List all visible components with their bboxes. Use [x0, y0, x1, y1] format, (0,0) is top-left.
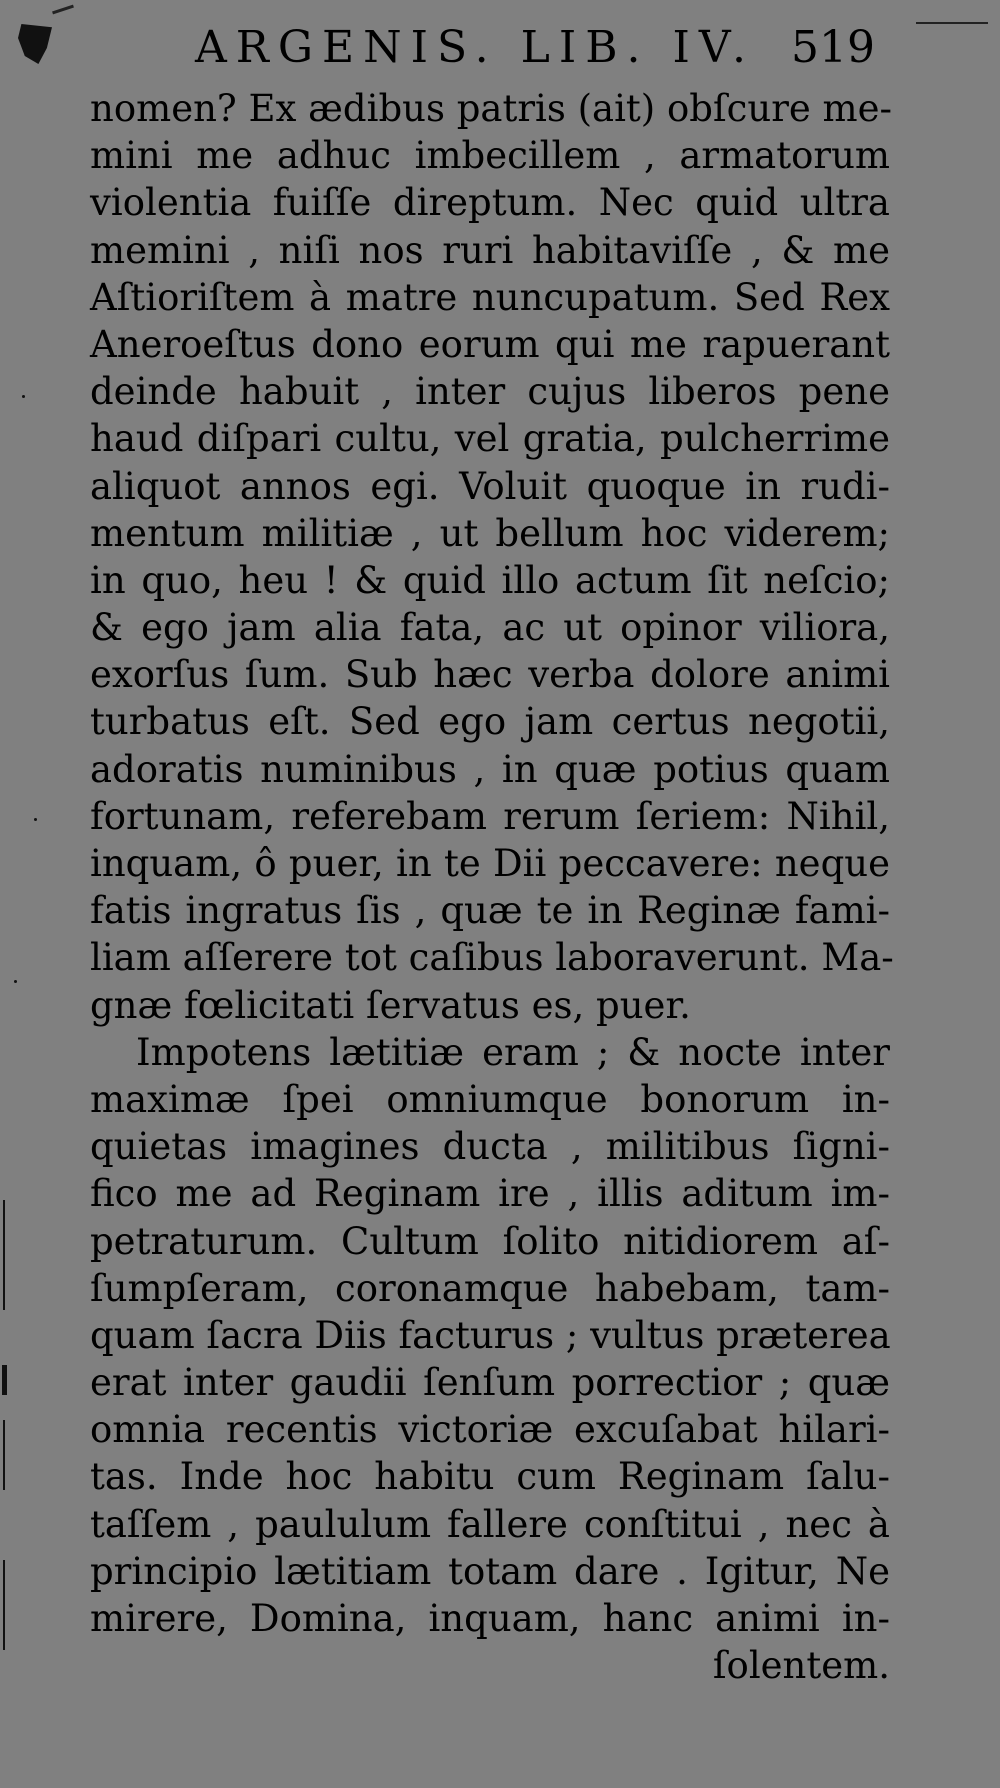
text-line: fortunam, referebam rerum ſeriem: Nihil, [90, 794, 890, 838]
text-line: taſſem , paululum fallere conſtitui , nec à [90, 1502, 890, 1546]
text-line: violentia fuiſſe direptum. Nec quid ultra [90, 181, 890, 225]
text-line: nomen? Ex ædibus patris (ait) obſcure me- [90, 87, 893, 130]
gutter-mark [3, 1420, 5, 1490]
text-line: mini me adhuc imbecillem , armatorum [90, 134, 890, 178]
text-line: fatis ingratus ſis , quæ te in Reginæ fami- [90, 889, 890, 933]
text-line: aliquot annos egi. Voluit quoque in rudi- [90, 464, 890, 508]
text-line: memini , niſi nos ruri habitaviſſe , & me [90, 228, 890, 272]
paragraph-first-line: Impotens lætitiæ eram ; & nocte inter [136, 1030, 890, 1074]
text-line: adoratis numinibus , in quæ potius quam [90, 747, 890, 791]
speck-mark [14, 980, 17, 983]
text-line: principio lætitiam totam dare . Igitur, Ne [90, 1549, 890, 1593]
text-line: fico me ad Reginam ire , illis aditum im- [90, 1172, 890, 1216]
text-line: in quo, heu ! & quid illo actum ſit neſcio; [90, 558, 890, 602]
text-line: Aſtioriſtem à matre nuncupatum. Sed Rex [90, 275, 890, 319]
text-line: turbatus eſt. Sed ego jam certus negotii, [90, 700, 890, 744]
text-line: gnæ fœlicitati ſervatus es, puer. [90, 983, 691, 1027]
page-header [195, 22, 875, 82]
text-line: exorſus ſum. Sub hæc verba dolore animi [90, 653, 890, 697]
gutter-mark [3, 1560, 5, 1650]
text-line: haud diſpari cultu, vel gratia, pulcherrime [90, 417, 890, 461]
body-text [90, 85, 894, 1689]
text-line: mirere, Domina, inquam, hanc animi in- [90, 1597, 890, 1640]
text-line: erat inter gaudii ſenſum porrectior ; quæ [90, 1361, 890, 1405]
text-line: & ego jam alia fata, ac ut opinor viliora, [90, 606, 890, 650]
text-line: deinde habuit , inter cujus liberos pene [90, 370, 890, 414]
speck-mark [34, 818, 37, 821]
text-line: liam aſſerere tot caſibus laboraverunt. Ma- [90, 936, 894, 980]
ink-stroke-mark [52, 5, 74, 15]
catchword-line: ſolentem. [712, 1644, 890, 1688]
text-line: quietas imagines ducta , militibus ſigni- [90, 1125, 890, 1169]
gutter-mark [2, 1365, 7, 1395]
text-line: inquam, ô puer, in te Dii peccavere: neque [90, 842, 890, 885]
text-line: tas. Inde hoc habitu cum Reginam ſalu- [90, 1455, 890, 1499]
text-line: quam ſacra Diis facturus ; vultus præterea [90, 1313, 891, 1357]
text-line: omnia recentis victoriæ excuſabat hilari- [90, 1408, 890, 1452]
text-line: ſumpſeram, coronamque habebam, tam- [90, 1266, 890, 1310]
text-line: petraturum. Cultum ſolito nitidiorem aſ- [90, 1219, 890, 1263]
ink-blot-mark [18, 24, 52, 64]
text-line: maximæ ſpei omniumque bonorum in- [90, 1077, 890, 1121]
running-head: ARGENIS. LIB. IV. [195, 22, 755, 73]
speck-mark [22, 395, 25, 398]
page-number: 519 [791, 22, 875, 73]
text-line: Aneroeſtus dono eorum qui me rapuerant [90, 322, 890, 366]
gutter-mark [3, 1200, 5, 1310]
text-line: mentum militiæ , ut bellum hoc viderem; [90, 511, 890, 555]
page-edge-rule [916, 22, 988, 24]
